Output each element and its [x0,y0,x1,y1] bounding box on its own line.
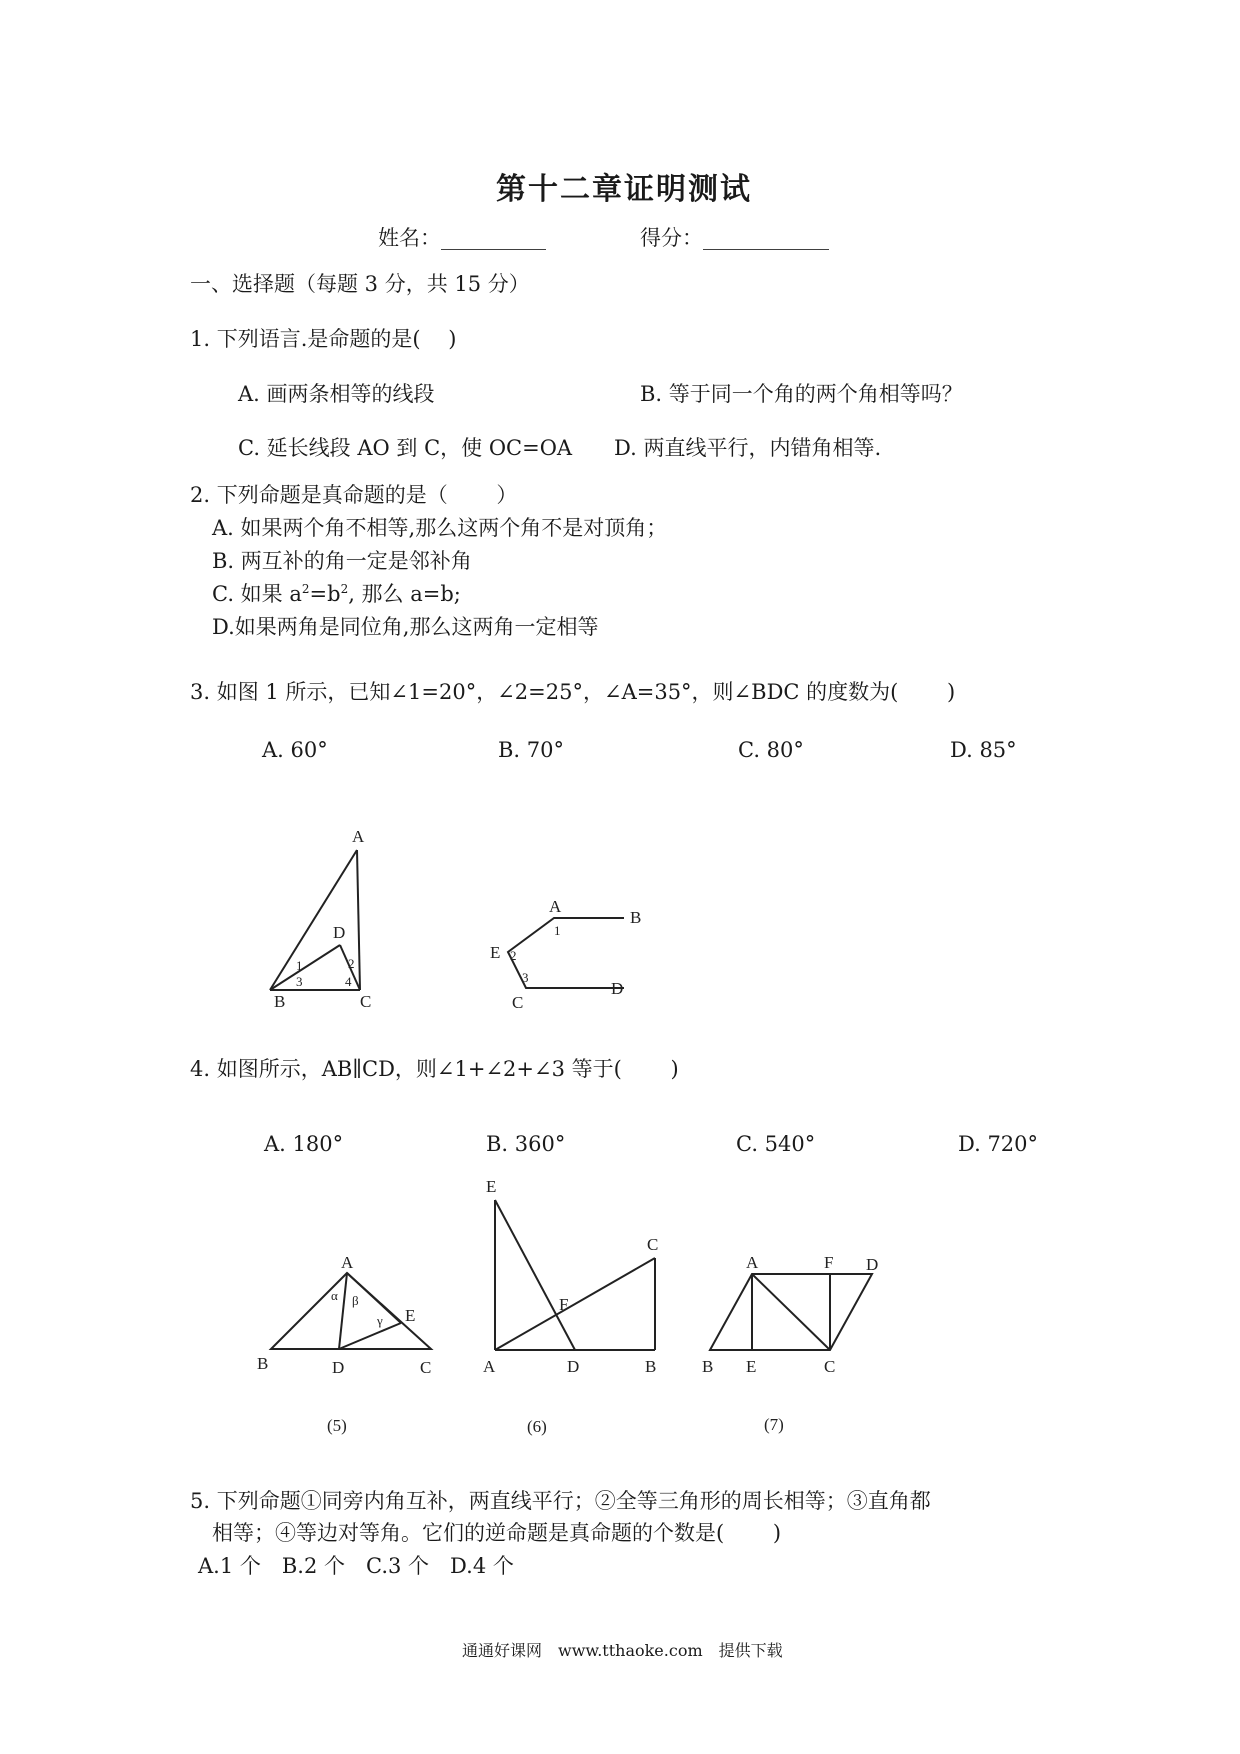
fig5-label-c: C [420,1358,432,1377]
footer-source: 通通好课网 www.tthaoke.com 提供下载 [462,1641,783,1660]
q5-line-2: 相等；④等边对等角。它们的逆命题是真命题的个数是( ) [212,1521,782,1545]
q4-option-b: B. 360° [486,1132,566,1156]
fig1-label-a: A [352,827,365,846]
fig5-angle-alpha: α [331,1288,338,1303]
fig2-angle-1: 1 [554,923,561,938]
fig1-label-b: B [274,992,286,1011]
fig6-label-f: F [559,1295,569,1314]
fig7-segment-ac [752,1274,830,1350]
name-field-label: 姓名：__________ [378,226,546,250]
q2-option-c-suffix: , 那么 a=b; [348,582,461,606]
fig1-angle-2: 2 [348,956,355,971]
fig5-segment-de [339,1323,401,1349]
q2-option-c-prefix: C. 如果 a [212,582,302,606]
fig5-label-a: A [341,1253,354,1272]
fig5-label-b: B [257,1354,269,1373]
fig6-label-e: E [486,1177,497,1196]
fig7-label-e: E [746,1357,757,1376]
q3-stem: 3. 如图 1 所示，已知∠1=20°，∠2=25°，∠A=35°，则∠BDC 的度数为( ) [190,680,956,704]
q2-option-a: A. 如果两个角不相等,那么这两个角不是对顶角； [212,516,668,540]
fig1-label-d: D [333,923,346,942]
q1-option-a: A. 画两条相等的线段 [238,382,435,406]
section-heading: 一、选择题（每题 3 分，共 15 分） [190,272,530,296]
fig2-label-e: E [490,943,501,962]
fig2-angle-3: 3 [522,970,529,985]
fig5-angle-gamma: γ [377,1313,383,1328]
q4-option-a: A. 180° [264,1132,344,1156]
q4-option-d: D. 720° [958,1132,1039,1156]
q1-stem: 1. 下列语言.是命题的是( ) [190,327,457,351]
fig1-edge-bd [270,945,340,990]
fig2-label-a: A [549,897,562,916]
q2-option-c-sup1: 2 [301,582,310,596]
fig7-label-b: B [702,1357,714,1376]
figure-7 [700,1250,900,1440]
q3-option-b: B. 70° [498,738,565,762]
figure-2 [474,890,654,1010]
fig1-angle-1: 1 [296,958,303,973]
fig7-label-f: F [824,1253,834,1272]
fig1-angle-4: 4 [345,974,352,989]
fig6-label-a: A [483,1357,496,1376]
fig6-label-d: D [567,1357,580,1376]
fig5-caption: (5) [327,1416,347,1435]
figure-5 [255,1255,455,1435]
fig1-edge-ab [270,850,357,990]
q5-options: A.1 个 B.2 个 C.3 个 D.4 个 [198,1554,514,1578]
q4-stem: 4. 如图所示，AB∥CD，则∠1+∠2+∠3 等于( ) [190,1057,679,1081]
figure-6 [475,1170,675,1435]
q2-option-d: D.如果两角是同位角,那么这两角一定相等 [212,615,599,639]
q1-option-c: C. 延长线段 AO 到 C，使 OC=OA [238,436,573,460]
score-field-label: 得分：____________ [640,226,829,250]
fig6-caption: (6) [527,1417,547,1436]
q1-option-b: B. 等于同一个角的两个角相等吗？ [640,382,963,406]
q1-option-d: D. 两直线平行，内错角相等. [614,436,882,460]
fig6-label-c: C [647,1235,659,1254]
q5-line-1: 5. 下列命题①同旁内角互补，两直线平行；②全等三角形的周长相等；③直角都 [190,1489,931,1513]
fig1-angle-3: 3 [296,974,303,989]
q3-option-a: A. 60° [262,738,328,762]
q2-option-c [212,578,461,608]
fig2-angle-2: 2 [510,948,517,963]
fig5-segment-ad [339,1273,347,1349]
fig6-label-b: B [645,1357,657,1376]
fig2-label-d: D [611,979,624,998]
q3-option-c: C. 80° [738,738,804,762]
page-title: 第十二章证明测试 [496,172,752,207]
fig7-caption: (7) [764,1415,784,1434]
fig2-label-b: B [630,908,642,927]
fig1-edge-ac [357,850,360,990]
fig7-label-d: D [866,1255,879,1274]
fig5-label-e: E [405,1306,416,1325]
q3-option-d: D. 85° [950,738,1017,762]
fig7-label-c: C [824,1357,836,1376]
q2-option-c-mid: =b [309,582,341,606]
q2-option-b: B. 两互补的角一定是邻补角 [212,549,472,573]
figure-1 [260,820,400,1020]
q2-option-c-sup2: 2 [340,582,349,596]
fig7-label-a: A [746,1253,759,1272]
fig2-label-c: C [512,993,524,1012]
fig1-label-c: C [360,992,372,1011]
q4-option-c: C. 540° [736,1132,816,1156]
fig5-angle-beta: β [352,1293,359,1308]
q2-stem: 2. 下列命题是真命题的是（ ） [190,483,518,507]
fig5-label-d: D [332,1358,345,1377]
fig6-segment-ac [495,1258,655,1350]
